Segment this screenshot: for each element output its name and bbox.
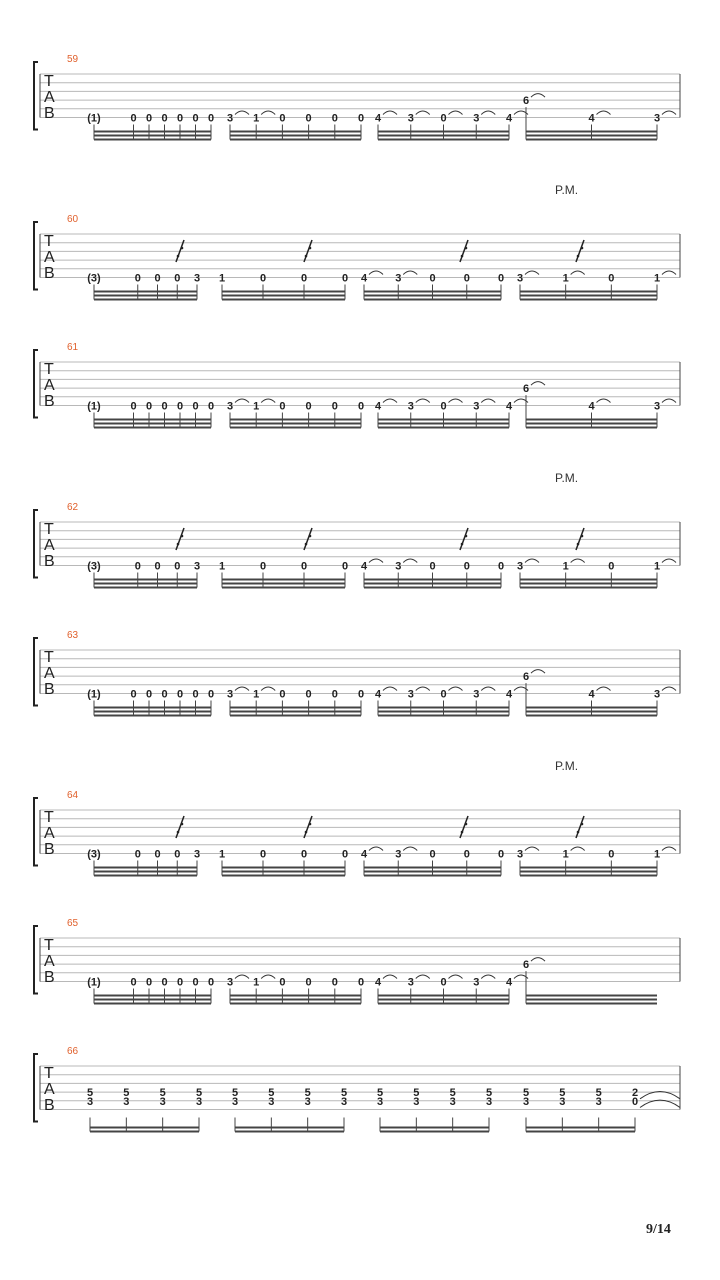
fret-number: (3)	[87, 560, 101, 573]
tie-arc	[416, 975, 430, 979]
repeat-dot	[581, 535, 584, 538]
fret-number: 3	[473, 688, 480, 701]
measure-number: 64	[67, 790, 79, 801]
fret-number: (3)	[87, 848, 101, 861]
repeat-dot	[577, 255, 580, 258]
page-number: 9/14	[646, 1222, 671, 1237]
fret-number: (1)	[87, 400, 101, 413]
fret-number: 0	[192, 976, 199, 989]
tab-clef-letter: B	[44, 393, 55, 410]
fret-number: (1)	[87, 688, 101, 701]
fret-number: 0	[279, 400, 286, 413]
fret-number: 0	[279, 688, 286, 701]
fret-number: 0	[440, 976, 447, 989]
fret-number: 3	[395, 272, 402, 285]
fret-number: 0	[331, 976, 338, 989]
fret-number: 3	[595, 1095, 602, 1108]
repeat-dot	[465, 535, 468, 538]
tie-arc	[403, 271, 417, 275]
fret-number: 0	[174, 848, 181, 861]
repeat-dot	[305, 543, 308, 546]
fret-number: 5	[195, 1087, 203, 1100]
tie-arc	[416, 111, 430, 115]
fret-number: 5	[304, 1087, 311, 1100]
tab-clef-letter: B	[44, 265, 55, 282]
fret-number: 0	[357, 400, 365, 413]
repeat-dot	[305, 255, 308, 258]
fret-number: 5	[449, 1087, 456, 1100]
fret-number: 0	[154, 272, 161, 285]
tie-arc	[235, 111, 249, 115]
fret-number: (3)	[87, 272, 101, 285]
tab-clef-letter: B	[44, 841, 55, 858]
repeat-dot	[461, 831, 464, 834]
measure-number: 60	[67, 214, 79, 225]
measure-number: 63	[67, 630, 79, 641]
tie-arc	[571, 559, 585, 563]
fret-number: 0	[259, 272, 267, 285]
fret-number: 3	[195, 1095, 203, 1108]
fret-number: 0	[305, 400, 312, 413]
tab-clef-letter: T	[44, 809, 54, 826]
repeat-dot	[581, 823, 584, 826]
fret-number: 3	[407, 112, 414, 125]
fret-number: (1)	[87, 976, 101, 989]
tie-arc	[383, 687, 397, 691]
fret-number: 0	[130, 688, 137, 701]
fret-number: 3	[395, 848, 402, 861]
system-bracket	[34, 222, 38, 290]
fret-number: 3	[516, 560, 524, 573]
tie-arc	[235, 399, 249, 403]
fret-number: 0	[130, 400, 137, 413]
tab-clef-letter: A	[44, 89, 55, 106]
tie-arc	[403, 559, 417, 563]
tie-arc	[449, 687, 463, 691]
tab-clef-letter: T	[44, 521, 54, 538]
fret-number: 4	[374, 112, 382, 125]
tab-clef-letter: A	[44, 825, 55, 842]
fret-number: 0	[608, 560, 615, 573]
tie-arc	[531, 670, 545, 674]
tie-arc	[531, 382, 545, 386]
fret-number: 0	[357, 112, 365, 125]
fret-number: 4	[374, 400, 382, 413]
repeat-dot	[305, 831, 308, 834]
fret-number: 0	[134, 272, 141, 285]
fret-number: 0	[429, 848, 436, 861]
tab-clef-letter: A	[44, 377, 55, 394]
tab-clef-letter: B	[44, 1097, 55, 1114]
repeat-dot	[461, 255, 464, 258]
fret-number: 5	[559, 1087, 566, 1100]
fret-number: 0	[176, 112, 184, 125]
fret-number: 1	[253, 400, 260, 413]
tab-clef-letter: A	[44, 1081, 55, 1098]
fret-number: 5	[159, 1087, 166, 1100]
tie-arc	[481, 975, 495, 979]
fret-number: 0	[192, 688, 199, 701]
fret-number: 0	[134, 560, 141, 573]
fret-number: 5	[595, 1087, 602, 1100]
tab-clef-letter: B	[44, 553, 55, 570]
fret-number: 3	[231, 1095, 239, 1108]
fret-number: 3	[559, 1095, 566, 1108]
fret-number: 0	[300, 848, 308, 861]
fret-number: 0	[154, 848, 161, 861]
fret-number: 3	[193, 848, 201, 861]
measure-number: 59	[67, 54, 79, 65]
fret-number: 3	[193, 272, 201, 285]
fret-number: 0	[259, 848, 267, 861]
tab-system	[34, 918, 680, 1004]
fret-number: 0	[440, 112, 447, 125]
fret-number: 4	[588, 688, 595, 701]
fret-number: (1)	[87, 112, 101, 125]
tab-system	[34, 630, 680, 716]
system-bracket	[34, 510, 38, 578]
tie-arc	[369, 271, 383, 275]
measure-number: 62	[67, 502, 79, 513]
fret-number: 3	[123, 1095, 130, 1108]
fret-number: 5	[485, 1087, 493, 1100]
system-bracket	[34, 62, 38, 130]
fret-number: 0	[207, 688, 215, 701]
tab-system	[34, 342, 680, 428]
tab-clef-letter: A	[44, 665, 55, 682]
fret-number: 0	[463, 272, 470, 285]
fret-number: 3	[516, 848, 524, 861]
tie-arc	[383, 399, 397, 403]
fret-number: 3	[226, 400, 234, 413]
fret-number: 3	[86, 1095, 94, 1108]
fret-number: 5	[413, 1087, 420, 1100]
fret-number: 0	[192, 112, 199, 125]
fret-number: 0	[174, 272, 181, 285]
tie-arc	[531, 94, 545, 98]
repeat-dot	[177, 255, 180, 258]
repeat-dot	[309, 247, 312, 250]
fret-number: 3	[395, 560, 402, 573]
repeat-dot	[181, 535, 184, 538]
fret-number: 0	[161, 400, 168, 413]
fret-number: 0	[331, 400, 338, 413]
tie-arc	[571, 271, 585, 275]
repeat-dot	[177, 831, 180, 834]
fret-number: 0	[463, 848, 470, 861]
fret-number: 0	[331, 112, 338, 125]
tab-clef-letter: T	[44, 233, 54, 250]
tie-arc	[369, 559, 383, 563]
tie-arc	[662, 271, 676, 275]
tie-arc	[662, 847, 676, 851]
fret-number: 0	[130, 112, 137, 125]
fret-number: 3	[653, 688, 661, 701]
fret-number: 0	[176, 976, 184, 989]
fret-number: 6	[522, 95, 530, 108]
fret-number: 0	[341, 848, 349, 861]
tie-arc	[449, 399, 463, 403]
tab-clef-letter: T	[44, 73, 54, 90]
fret-number: 1	[253, 688, 260, 701]
tab-system	[34, 54, 680, 140]
fret-number: 0	[463, 560, 470, 573]
fret-number: 3	[449, 1095, 456, 1108]
tab-clef-letter: B	[44, 969, 55, 986]
tie-arc	[662, 559, 676, 563]
fret-number: 0	[357, 976, 365, 989]
fret-number: 1	[653, 272, 661, 285]
tie-arc	[597, 111, 611, 115]
fret-number: 0	[145, 688, 153, 701]
tab-clef-letter: T	[44, 1065, 54, 1082]
tab-system	[34, 183, 680, 300]
fret-number: 4	[360, 272, 368, 285]
tab-clef-letter: B	[44, 105, 55, 122]
fret-number: 3	[226, 688, 234, 701]
fret-number: 1	[253, 112, 260, 125]
fret-number: 1	[653, 560, 661, 573]
tab-clef-letter: A	[44, 953, 55, 970]
tie-arc	[449, 975, 463, 979]
fret-number: 5	[376, 1087, 384, 1100]
fret-number: 0	[145, 976, 153, 989]
fret-number: 5	[340, 1087, 348, 1100]
tie-arc	[481, 111, 495, 115]
tie-arc	[261, 687, 275, 691]
tie-arc	[597, 399, 611, 403]
fret-number: 0	[440, 688, 447, 701]
fret-number: 0	[279, 976, 286, 989]
fret-number: 0	[207, 976, 215, 989]
fret-number: 1	[218, 272, 226, 285]
fret-number: 3	[473, 976, 480, 989]
palm-mute-label: P.M.	[555, 759, 579, 773]
fret-number: 0	[154, 560, 161, 573]
fret-number: 5	[231, 1087, 239, 1100]
system-bracket	[34, 926, 38, 994]
palm-mute-label: P.M.	[555, 471, 579, 485]
fret-number: 4	[374, 688, 382, 701]
tie-arc	[449, 111, 463, 115]
tab-clef-letter: T	[44, 649, 54, 666]
fret-number: 4	[374, 976, 382, 989]
fret-number: 0	[161, 112, 168, 125]
tie-arc	[662, 111, 676, 115]
tab-clef-letter: A	[44, 537, 55, 554]
fret-number: 1	[218, 560, 226, 573]
fret-number: 5	[522, 1087, 530, 1100]
fret-number: 0	[497, 560, 505, 573]
fret-number: 3	[485, 1095, 493, 1108]
fret-number: 3	[653, 400, 661, 413]
fret-number: 0	[341, 560, 349, 573]
fret-number: 1	[562, 848, 569, 861]
fret-number: 2	[631, 1087, 639, 1100]
tie-arc	[416, 687, 430, 691]
system-bracket	[34, 1054, 38, 1122]
fret-number: 0	[134, 848, 141, 861]
fret-number: 3	[268, 1095, 275, 1108]
fret-number: 0	[305, 112, 312, 125]
fret-number: 4	[505, 688, 513, 701]
fret-number: 3	[473, 112, 480, 125]
repeat-dot	[177, 543, 180, 546]
fret-number: 5	[268, 1087, 275, 1100]
fret-number: 4	[505, 400, 513, 413]
tie-arc	[597, 687, 611, 691]
fret-number: 4	[588, 400, 595, 413]
fret-number: 0	[161, 976, 168, 989]
tab-clef-letter: T	[44, 937, 54, 954]
fret-number: 0	[300, 560, 308, 573]
system-bracket	[34, 798, 38, 866]
fret-number: 0	[631, 1095, 639, 1108]
tab-clef-letter: A	[44, 249, 55, 266]
tie-arc	[662, 687, 676, 691]
fret-number: 0	[279, 112, 286, 125]
fret-number: 5	[123, 1087, 130, 1100]
repeat-dot	[577, 543, 580, 546]
tie-arc	[571, 847, 585, 851]
tie-arc	[383, 111, 397, 115]
fret-number: 6	[522, 383, 530, 396]
repeat-dot	[465, 247, 468, 250]
fret-number: 0	[207, 400, 215, 413]
fret-number: 3	[407, 976, 414, 989]
tie-arc	[531, 958, 545, 962]
measure-number: 65	[67, 918, 79, 929]
fret-number: 3	[226, 112, 234, 125]
fret-number: 3	[516, 272, 524, 285]
fret-number: 4	[505, 112, 513, 125]
repeat-dot	[181, 823, 184, 826]
repeat-dot	[581, 247, 584, 250]
fret-number: 0	[130, 976, 137, 989]
fret-number: 0	[176, 400, 184, 413]
fret-number: 0	[305, 688, 312, 701]
fret-number: 4	[505, 976, 513, 989]
fret-number: 4	[360, 560, 368, 573]
tab-clef-letter: B	[44, 681, 55, 698]
tie-arc	[403, 847, 417, 851]
fret-number: 5	[86, 1087, 94, 1100]
tie-arc	[525, 847, 539, 851]
fret-number: 0	[300, 272, 308, 285]
fret-number: 0	[161, 688, 168, 701]
tie-arc	[235, 975, 249, 979]
fret-number: 1	[653, 848, 661, 861]
tab-clef-letter: T	[44, 361, 54, 378]
fret-number: 3	[340, 1095, 348, 1108]
fret-number: 3	[413, 1095, 420, 1108]
palm-mute-label: P.M.	[555, 183, 579, 197]
measure-number: 61	[67, 342, 79, 353]
fret-number: 0	[259, 560, 267, 573]
tie-arc	[662, 399, 676, 403]
fret-number: 0	[608, 848, 615, 861]
fret-number: 3	[407, 688, 414, 701]
fret-number: 3	[304, 1095, 311, 1108]
fret-number: 0	[192, 400, 199, 413]
tie-arc	[481, 687, 495, 691]
fret-number: 1	[218, 848, 226, 861]
tie-arc	[261, 975, 275, 979]
fret-number: 6	[522, 959, 530, 972]
fret-number: 0	[429, 560, 436, 573]
fret-number: 6	[522, 671, 530, 684]
fret-number: 0	[331, 688, 338, 701]
system-bracket	[34, 638, 38, 706]
repeat-dot	[181, 247, 184, 250]
fret-number: 0	[305, 976, 312, 989]
tab-system	[34, 471, 680, 588]
fret-number: 0	[145, 112, 153, 125]
fret-number: 4	[588, 112, 595, 125]
tie-arc	[525, 559, 539, 563]
tie-arc	[481, 399, 495, 403]
tie-arc	[261, 399, 275, 403]
tab-system	[34, 759, 680, 876]
fret-number: 0	[341, 272, 349, 285]
repeat-dot	[461, 543, 464, 546]
fret-number: 0	[497, 848, 505, 861]
fret-number: 3	[376, 1095, 384, 1108]
repeat-dot	[309, 535, 312, 538]
measure-number: 66	[67, 1046, 79, 1057]
fret-number: 3	[473, 400, 480, 413]
fret-number: 0	[176, 688, 184, 701]
fret-number: 0	[357, 688, 365, 701]
repeat-dot	[309, 823, 312, 826]
fret-number: 0	[174, 560, 181, 573]
fret-number: 4	[360, 848, 368, 861]
fret-number: 0	[497, 272, 505, 285]
system-bracket	[34, 350, 38, 418]
repeat-dot	[577, 831, 580, 834]
tie-arc	[383, 975, 397, 979]
repeat-dot	[465, 823, 468, 826]
tie-arc	[261, 111, 275, 115]
fret-number: 3	[407, 400, 414, 413]
fret-number: 1	[562, 560, 569, 573]
fret-number: 0	[207, 112, 215, 125]
fret-number: 3	[159, 1095, 166, 1108]
tie-arc	[416, 399, 430, 403]
fret-number: 0	[608, 272, 615, 285]
fret-number: 1	[562, 272, 569, 285]
tie-arc	[235, 687, 249, 691]
fret-number: 0	[145, 400, 153, 413]
fret-number: 3	[653, 112, 661, 125]
fret-number: 3	[522, 1095, 530, 1108]
fret-number: 3	[226, 976, 234, 989]
tie-arc	[369, 847, 383, 851]
tie-arc	[525, 271, 539, 275]
fret-number: 3	[193, 560, 201, 573]
tab-system	[34, 1046, 680, 1132]
fret-number: 1	[253, 976, 260, 989]
fret-number: 0	[429, 272, 436, 285]
fret-number: 0	[440, 400, 447, 413]
